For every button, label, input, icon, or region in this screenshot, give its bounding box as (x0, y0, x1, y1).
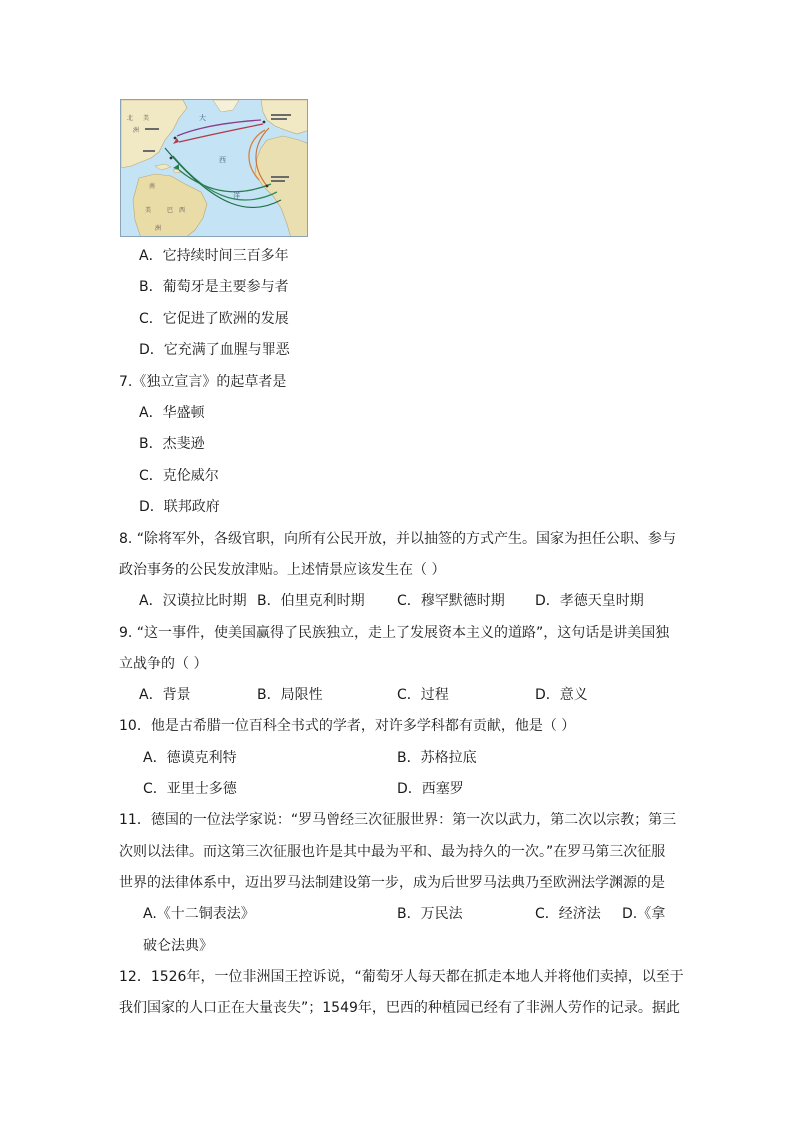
map-label-brazil-2: 西 (179, 207, 186, 214)
q9-stem-line-1: 9. “这一事件，使美国赢得了民族独立，走上了发展资本主义的道路”，这句话是讲美国独 (119, 625, 670, 641)
q6-option-b: B．葡萄牙是主要参与者 (139, 279, 289, 295)
map-label-atlantic-1: 大 (199, 114, 206, 122)
map-label-south-america-1: 南 (149, 183, 156, 190)
q8-stem-line-2: 政治事务的公民发放津贴。上述情景应该发生在（ ） (119, 562, 446, 578)
q8-option-d: D．孝德天皇时期 (535, 593, 644, 609)
q10-option-a: A．德谟克利特 (143, 750, 237, 766)
q11-stem-line-1: 11．德国的一位法学家说：“罗马曾经三次征服世界：第一次以武力，第二次以宗教；第三 (119, 812, 677, 828)
q8-stem-line-1: 8. “除将军外，各级官职，向所有公民开放，并以抽签的方式产生。国家为担任公职、参与 (119, 531, 677, 547)
q12-stem-line-2: 我们国家的人口正在大量丧失”；1549年，巴西的种植园已经有了非洲人劳作的记录。据此 (119, 1000, 680, 1016)
q9-stem-line-2: 立战争的（ ） (119, 656, 208, 672)
q11-option-d: D.《拿 (622, 906, 666, 922)
triangular-trade-map (120, 99, 308, 237)
q11-option-b: B．万民法 (397, 906, 463, 922)
map-label-north-america-3: 洲 (133, 127, 140, 134)
map-label-atlantic-2: 西 (219, 156, 226, 164)
q6-option-a: A．它持续时间三百多年 (139, 248, 289, 264)
q10-option-c: C．亚里士多德 (143, 781, 237, 797)
q9-option-d: D．意义 (535, 687, 588, 703)
q10-option-d: D．西塞罗 (397, 781, 464, 797)
q11-option-d-continued: 破仑法典》 (143, 938, 213, 954)
q8-option-a: A．汉谟拉比时期 (139, 593, 247, 609)
map-graphic (121, 100, 308, 237)
q6-option-d: D．它充满了血腥与罪恶 (139, 342, 290, 358)
q7-stem: 7.《独立宣言》的起草者是 (119, 374, 287, 390)
q10-option-b: B．苏格拉底 (397, 750, 477, 766)
q11-option-a: A.《十二铜表法》 (143, 906, 255, 922)
q9-option-a: A．背景 (139, 687, 191, 703)
q7-option-a: A．华盛顿 (139, 405, 205, 421)
q9-option-b: B．局限性 (257, 687, 323, 703)
q11-stem-line-2: 次则以法律。而这第三次征服也许是其中最为平和、最为持久的一次。”在罗马第三次征服 (119, 844, 666, 860)
q8-option-c: C．穆罕默德时期 (397, 593, 505, 609)
q12-stem-line-1: 12．1526年，一位非洲国王控诉说，“葡萄牙人每天都在抓走本地人并将他们卖掉，以至于 (119, 969, 684, 985)
q7-option-b: B．杰斐逊 (139, 436, 205, 452)
map-label-atlantic-3: 洋 (233, 192, 240, 200)
q11-option-c: C．经济法 (535, 906, 601, 922)
map-label-brazil-1: 巴 (167, 207, 174, 214)
q10-stem: 10．他是古希腊一位百科全书式的学者，对许多学科都有贡献，他是（ ） (119, 718, 576, 734)
map-label-south-america-3: 洲 (155, 225, 162, 232)
map-label-north-america-1: 北 (127, 115, 134, 122)
q9-option-c: C．过程 (397, 687, 449, 703)
map-label-south-america-2: 美 (145, 207, 152, 214)
q11-stem-line-3: 世界的法律体系中，迈出罗马法制建设第一步，成为后世罗马法典乃至欧洲法学渊源的是 (119, 875, 665, 891)
q7-option-c: C．克伦威尔 (139, 468, 219, 484)
q8-option-b: B．伯里克利时期 (257, 593, 365, 609)
q6-option-c: C．它促进了欧洲的发展 (139, 311, 289, 327)
q7-option-d: D．联邦政府 (139, 499, 220, 515)
map-label-north-america-2: 美 (143, 115, 150, 122)
